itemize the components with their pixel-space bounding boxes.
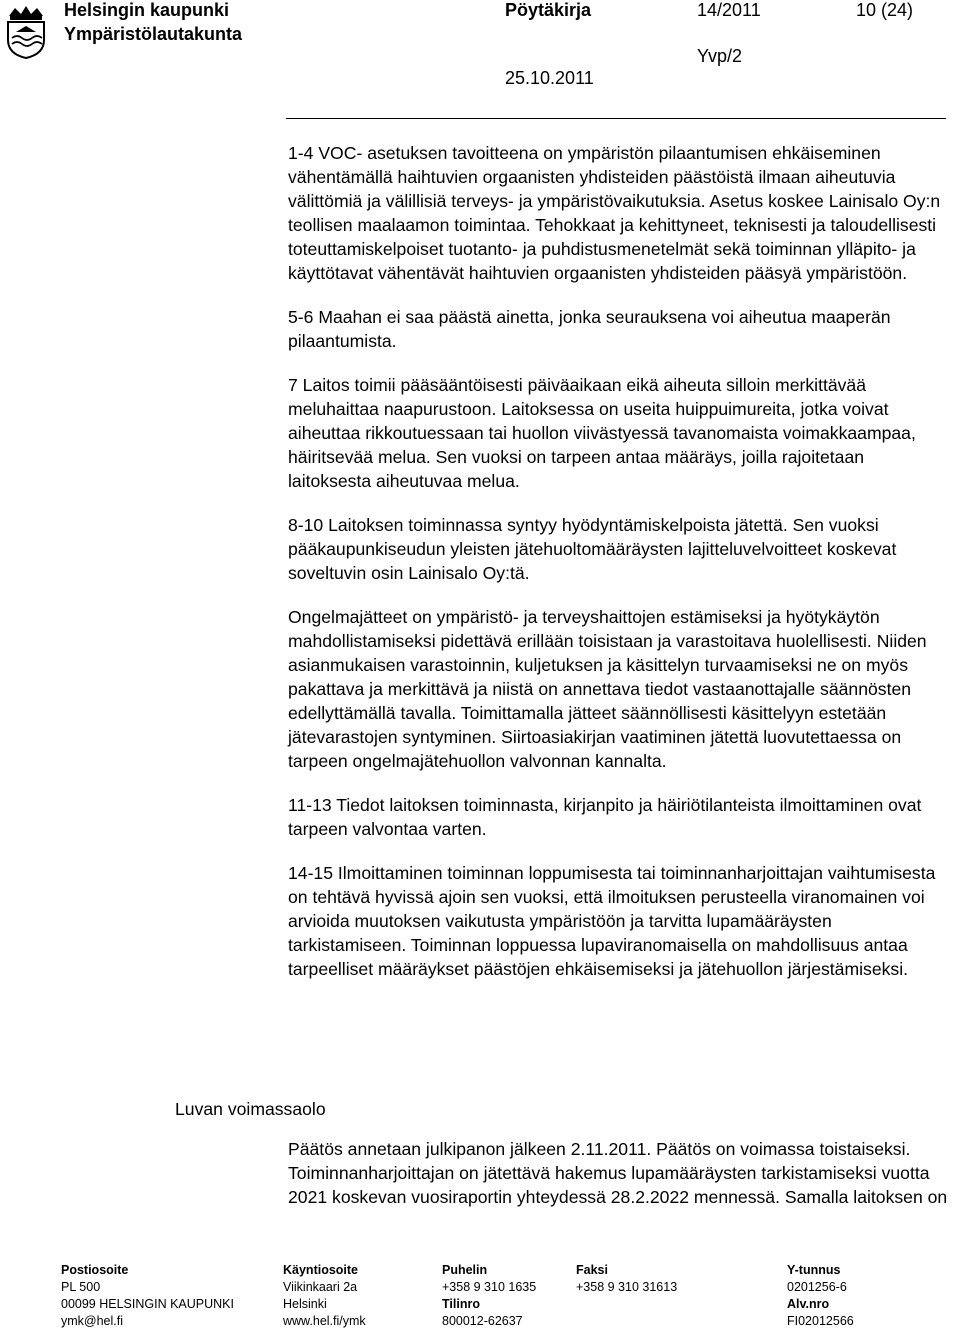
paragraph-notification: 14-15 Ilmoittaminen toiminnan loppumisesta tai toiminnanharjoittajan vaihtumisesta on tehtävä hyvissä ajoin sen vuoksi, että ilmoituksen perusteella viranomainen voi arvioida muutoksen vaikutusta ympäristöön ja tarvitta lupamääräysten tarkistamiseen. Toiminnan loppuessa lupaviranomaisella on mahdollisuus antaa tarpeelliset määräykset päästöjen ehkäisemiseksi ja jätehuollon järjestämiseksi. — [288, 863, 936, 979]
paragraph-soil: 5-6 Maahan ei saa päästä ainetta, jonka seurauksena voi aiheutua maaperän pilaantumista. — [288, 307, 891, 351]
footer-fax-number: +358 9 310 31613 — [576, 1280, 678, 1294]
footer-postal-email[interactable]: ymk@hel.fi — [61, 1314, 124, 1328]
footer-visit — [283, 1262, 366, 1330]
paragraph-voc: 1-4 VOC- asetuksen tavoitteena on ympäristön pilaantumisen ehkäiseminen vähentämällä haihtuvien orgaanisten yhdisteiden päästöistä ilmaan aiheutuvia välittömiä ja välillisiä terveys- ja ympäristövaikutuksia. Asetus koskee Lainisalo Oy:n teollisen maalaamon toimintaa. Tehokkaat ja kehittyneet, teknisesti ja taloudellisesti toteuttamiskelpoiset tuotanto- ja puhdistusmenetelmät sekä toiminnan ylläpito- ja käyttötavat vähentävät haihtuvien orgaanisten yhdisteiden pääsyä ympäristöön. — [288, 143, 941, 283]
footer-ytunnus-heading: Y-tunnus — [787, 1263, 841, 1277]
footer-phone — [442, 1262, 536, 1330]
footer-postal — [61, 1262, 234, 1330]
footer-account-number: 800012-62637 — [442, 1314, 523, 1328]
footer-postal-heading: Postiosoite — [61, 1263, 129, 1277]
footer-fax-heading: Faksi — [576, 1263, 608, 1277]
footer-visit-website[interactable]: www.hel.fi/ymk — [283, 1314, 366, 1328]
footer-fax — [576, 1262, 677, 1296]
footer-visit-line: Viikinkaari 2a — [283, 1280, 358, 1294]
footer-ytunnus-value: 0201256-6 — [787, 1280, 847, 1294]
footer-visit-line: Helsinki — [283, 1297, 327, 1311]
header-board: Ympäristölautakunta — [64, 24, 243, 44]
header-page: 10 (24) — [856, 0, 914, 20]
paragraph-validity: Päätös annetaan julkipanon jälkeen 2.11.2011. Päätös on voimassa toistaiseksi. Toiminnanharjoittajan on jätettävä hakemus lupamääräysten tarkistamiseksi vuotta 2021 koskevan vuosiraportin yhteydessä 28.2.2022 mennessä. Samalla laitoksen on — [288, 1139, 948, 1207]
footer-vat-heading: Alv.nro — [787, 1297, 830, 1311]
footer-visit-heading: Käyntiosoite — [283, 1263, 359, 1277]
validity-section — [288, 1137, 948, 1229]
footer-postal-line: PL 500 — [61, 1280, 101, 1294]
footer-phone-heading: Puhelin — [442, 1263, 488, 1277]
header-section: Yvp/2 — [697, 46, 743, 66]
section-label-validity: Luvan voimassaolo — [175, 1099, 326, 1119]
paragraph-noise: 7 Laitos toimii pääsääntöisesti päiväaikaan eikä aiheuta silloin merkittävää meluhaittaa naapurustoon. Laitoksessa on useita huippuimureita, jotka voivat aiheuttaa rikkoutuessaan tai huollon viivästyessä tavanomaista voimakkaampaa, häiritsevää melua. Sen vuoksi on tarpeen antaa määräys, joilla rajoitetaan laitoksesta aiheutuvaa melua. — [288, 375, 916, 491]
header-number: 14/2011 — [697, 0, 761, 20]
decision-reasons — [288, 141, 948, 1001]
footer-postal-line: 00099 HELSINGIN KAUPUNKI — [61, 1297, 234, 1311]
header-doc-type: Pöytäkirja — [505, 0, 592, 20]
footer-business-id — [787, 1262, 854, 1330]
header-date: 25.10.2011 — [505, 68, 594, 88]
paragraph-hazardous-waste: Ongelmajätteet on ympäristö- ja terveyshaittojen estämiseksi ja hyötykäytön mahdollistamiseksi pidettävä erillään toisistaan ja varastoitava huolellisesti. Niiden asianmukaisen varastoinnin, kuljetuksen ja käsittelyn turvaamiseksi ne on myös pakattava ja merkittävä ja niistä on annettava tiedot vastaanottajalle säännösten edellyttämällä tavalla. Toimittamalla jätteet säännöllisesti käsittelyyn estetään jätevarastojen syntyminen. Siirtoasiakirjan vaatiminen jätettä luovutettaessa on tarpeen ongelmajätehuollon valvonnan kannalta. — [288, 607, 927, 771]
helsinki-crest-logo — [4, 2, 48, 60]
footer-vat-value: FI02012566 — [787, 1314, 854, 1328]
footer-phone-number: +358 9 310 1635 — [442, 1280, 537, 1294]
paragraph-waste: 8-10 Laitoksen toiminnassa syntyy hyödyntämiskelpoista jätettä. Sen vuoksi pääkaupunkiseudun yleisten jätehuoltomääräysten lajitteluvelvoitteet koskevat soveltuvin osin Lainisalo Oy:tä. — [288, 515, 897, 583]
header-divider — [286, 118, 946, 119]
header-city: Helsingin kaupunki — [64, 0, 230, 20]
footer-account-heading: Tilinro — [442, 1297, 480, 1311]
paragraph-records: 11-13 Tiedot laitoksen toiminnasta, kirjanpito ja häiriötilanteista ilmoittaminen ovat tarpeen valvontaa varten. — [288, 795, 922, 839]
